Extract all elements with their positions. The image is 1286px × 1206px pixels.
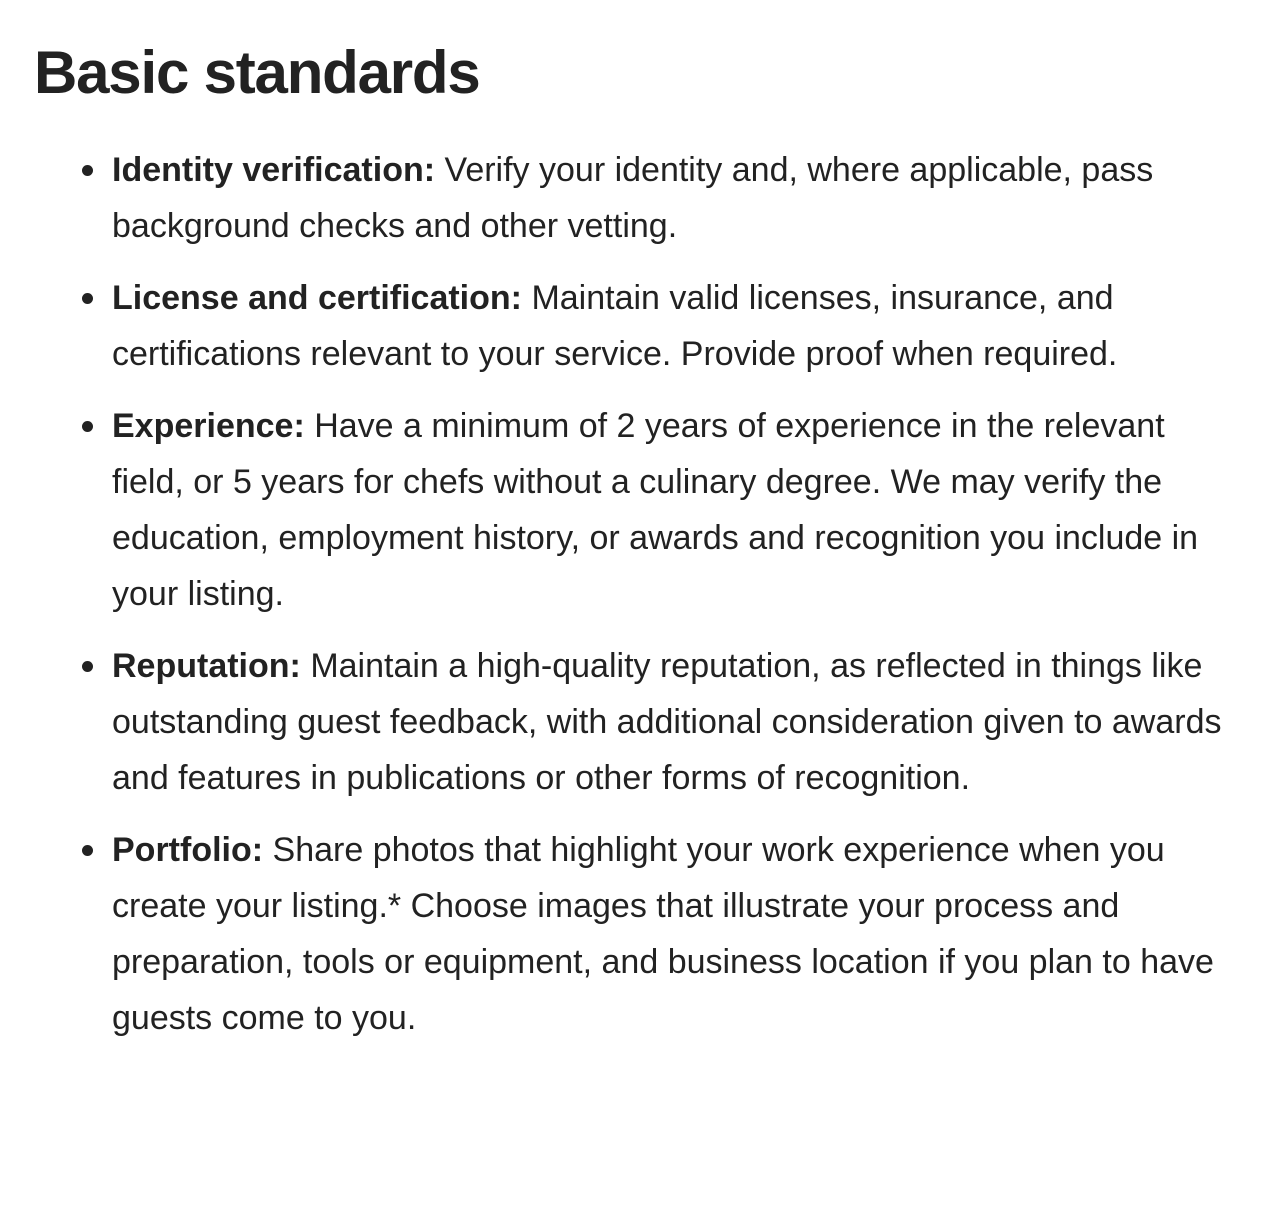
standard-reputation (78, 638, 1238, 806)
bullet-icon (82, 661, 93, 672)
section-title: Basic standards (34, 39, 480, 106)
standard-description: Share photos that highlight your work experience when you create your listing.* Choose images that illustrate your process and preparation, tools or equipment, and business location if you plan to have guests come to you. (112, 831, 1214, 1037)
standard-description: Verify your identity and, where applicable, pass background checks and other vetting. (112, 151, 1154, 245)
standard-description: Have a minimum of 2 years of experience in the relevant field, or 5 years for chefs without a culinary degree. We may verify the education, employment history, or awards and recognition you include in your listing. (112, 407, 1199, 613)
standard-term: License and certification: (112, 279, 522, 317)
bullet-icon (82, 845, 93, 856)
standard-description: Maintain valid licenses, insurance, and certifications relevant to your service. Provide proof when required. (112, 279, 1118, 373)
standard-term: Identity verification: (112, 151, 436, 189)
standard-portfolio (78, 822, 1238, 1046)
bullet-icon (82, 421, 93, 432)
standard-term: Reputation: (112, 647, 301, 685)
standard-experience (78, 398, 1238, 622)
bullet-icon (82, 293, 93, 304)
standard-term: Portfolio: (112, 831, 264, 869)
bullet-icon (82, 165, 93, 176)
standard-license-certification (78, 270, 1238, 382)
standard-identity-verification (78, 142, 1238, 254)
standard-description: Maintain a high-quality reputation, as reflected in things like outstanding guest feedback, with additional consideration given to awards and features in publications or other forms of recognition. (112, 647, 1222, 797)
standards-list (78, 142, 1238, 1062)
standard-term: Experience: (112, 407, 305, 445)
